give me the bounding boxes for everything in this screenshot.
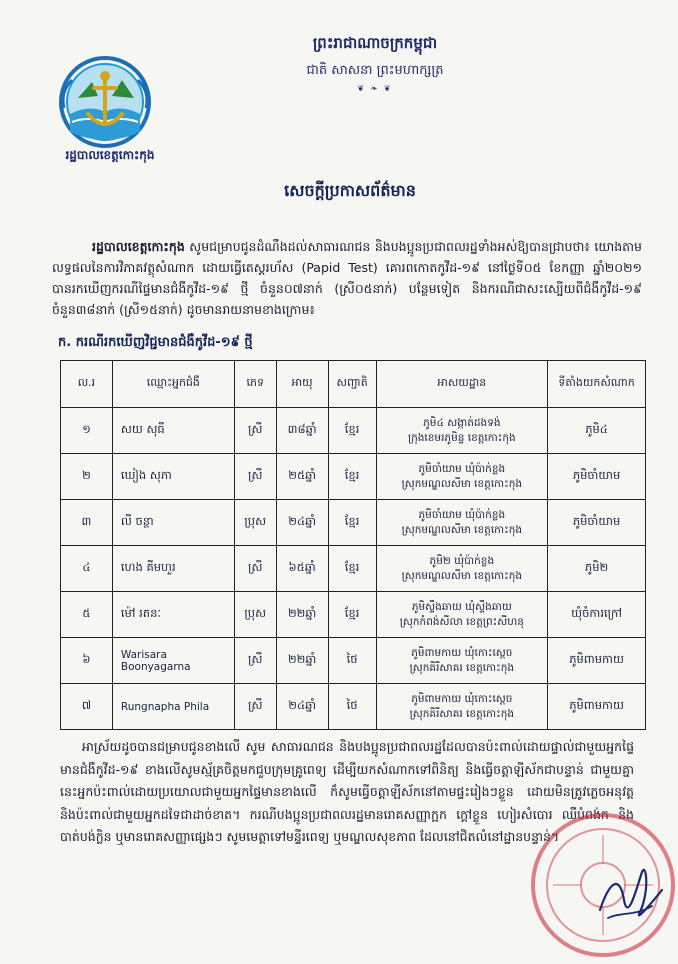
cell-name: សយ សុធី (112, 408, 234, 454)
address-line-1: ភូមិចាំយាម ឃុំប៉ាក់ខ្លង (418, 462, 506, 475)
section-heading: ក. ករណីរកឃើញវិជ្ជមានជំងឺកូវីដ-១៩ ថ្មី (58, 335, 253, 350)
address-line-1: ភូមិស្ទឹងឆាយ ឃុំស្ទឹងឆាយ (411, 600, 512, 613)
kingdom-heading: ព្រះរាជាណាចក្រកម្ពុជា (312, 34, 438, 52)
col-header-nationality: សញ្ជាតិ (328, 361, 376, 408)
cell-address (376, 454, 548, 500)
cases-table (60, 360, 646, 730)
cell-age: ៣៨ឆ្នាំ (276, 408, 328, 454)
address-line-2: ស្រុកមណ្ឌលសីមា ខេត្តកោះកុង (401, 523, 523, 536)
address-line-2: ស្រុកគិរីសាគរ ខេត្តកោះកុង (409, 707, 515, 720)
cell-name: Warisara Boonyagarna (112, 638, 234, 684)
table-row (61, 592, 646, 638)
cell-no: ១ (61, 408, 113, 454)
issuing-authority-name: រដ្ឋបាលខេត្តកោះកុង (65, 148, 155, 162)
national-motto: ជាតិ សាសនា ព្រះមហាក្សត្រ (306, 63, 444, 78)
cell-age: ៦៥ឆ្នាំ (276, 546, 328, 592)
table-row (61, 638, 646, 684)
address-line-2: ក្រុងខេមរភូមិន្ទ ខេត្តកោះកុង (407, 431, 516, 444)
intro-text: សូមជម្រាបជូនដំណឹងដល់សាធារណជន និងបងប្អូនប្រជាពលរដ្ឋទាំងអស់ឱ្យបានជ្រាបថា៖ យោងតាមលទ្ធផលនៃការវិភាគវត្ថុសំណាក ដោយធ្វើតេស្តរហ័ស (Papid Test) គោរពកោតកូវីដ-១៩ នៅថ្ងៃទី០៥ ខែកញ្ញា ឆ្នាំ២០២១ បានរកឃើញករណីផ្ទៃមានជំងឺកូវីដ-១៩ ថ្មី ចំនួន០៧នាក់ (ស្រី០៥នាក់) បន្ថែមទៀត និងករណីជាសះស្បើយពីជំងឺកូវីដ-១៩ ចំនួន៣៨នាក់ (ស្រី១៥នាក់) ដូចមានរាយនាមខាងក្រោម៖ (52, 239, 642, 317)
address-line-1: ភូមិពាមកាយ ឃុំកោះស្ដេច (411, 692, 513, 705)
intro-paragraph (52, 236, 642, 320)
cell-name: លី ចន្ថា (112, 500, 234, 546)
cell-nationality: ខ្មែរ (328, 500, 376, 546)
provincial-emblem-logo (50, 52, 160, 162)
cell-address (376, 592, 548, 638)
cell-name: Rungnapha Phila (112, 684, 234, 730)
cell-address (376, 684, 548, 730)
cell-no: ៣ (61, 500, 113, 546)
table-row (61, 500, 646, 546)
cell-nationality: ថៃ (328, 638, 376, 684)
cell-no: ៧ (61, 684, 113, 730)
handwritten-signature (590, 860, 670, 930)
col-header-no: ល.រ (61, 361, 113, 408)
cell-nationality: ខ្មែរ (328, 408, 376, 454)
address-line-1: ភូមិចាំយាម ឃុំប៉ាក់ខ្លង (418, 508, 506, 521)
cell-no: ៦ (61, 638, 113, 684)
col-header-name: ឈ្មោះអ្នកជំងឺ (112, 361, 234, 408)
address-line-2: ស្រុកកំពង់សីលា ខេត្តព្រះសីហនុ (399, 615, 524, 628)
cell-age: ២២ឆ្នាំ (276, 592, 328, 638)
cell-sex: ស្រី (234, 638, 276, 684)
cell-sex: ប្រុស (234, 592, 276, 638)
intro-lead: រដ្ឋបាលខេត្តកោះកុង (92, 239, 185, 254)
cell-address (376, 500, 548, 546)
cell-address (376, 408, 548, 454)
cell-sex: ប្រុស (234, 500, 276, 546)
cell-sex: ស្រី (234, 408, 276, 454)
table-row (61, 546, 646, 592)
cell-address (376, 638, 548, 684)
cell-age: ២៤ឆ្នាំ (276, 684, 328, 730)
address-line-2: ស្រុកមណ្ឌលសីមា ខេត្តកោះកុង (401, 477, 523, 490)
address-line-1: ភូមិ២ ឃុំប៉ាក់ខ្លង (429, 554, 495, 567)
cell-sample-site: ភូមិពាមកាយ (548, 638, 646, 684)
cell-nationality: ខ្មែរ (328, 592, 376, 638)
cell-age: ២២ឆ្នាំ (276, 638, 328, 684)
cell-nationality: ថៃ (328, 684, 376, 730)
cell-sample-site: ភូមិ២ (548, 546, 646, 592)
cell-nationality: ខ្មែរ (328, 546, 376, 592)
cell-sample-site: ភូមិចាំយាម (548, 454, 646, 500)
cell-age: ២៤ឆ្នាំ (276, 500, 328, 546)
col-header-address: អាសយដ្ឋាន (376, 361, 548, 408)
col-header-sample-site: ទីតាំងយកសំណាក (548, 361, 646, 408)
address-line-2: ស្រុកមណ្ឌលសីមា ខេត្តកោះកុង (401, 569, 523, 582)
cell-no: ២ (61, 454, 113, 500)
cell-no: ៤ (61, 546, 113, 592)
cell-nationality: ខ្មែរ (328, 454, 376, 500)
cell-sex: ស្រី (234, 684, 276, 730)
cell-sex: ស្រី (234, 546, 276, 592)
table-row (61, 408, 646, 454)
cell-address (376, 546, 548, 592)
closing-text: អាស្រ័យដូចបានជម្រាបជូនខាងលើ សូម សាធារណជន និងបងប្អូនប្រជាពលរដ្ឋដែលបានប៉ះពាល់ដោយផ្ទាល់ជាមួយអ្នកផ្ទៃមានជំងឺកូវីដ-១៩ ខាងលើសូមស្ម័គ្រចិត្តមកជួបក្រុមគ្រូពេទ្យ ដើម្បីយកសំណាកទៅពិនិត្យ និងធ្វើចត្តាឡីស័កជាបន្ទាន់ ជាមួយគ្នានេះអ្នកប៉ះពាល់ដោយប្រយោលជាមួយអ្នកផ្ទៃមានខាងលើ ក៏សូមធ្វើចត្តាឡីស័កនៅតាមផ្ទះរៀងៗខ្លួន ដោយមិនត្រូវភ្លេចអនុវត្ត និងប៉ះពាល់ជាមួយអ្នកដទៃជាដាច់ខាត។ ករណីបងប្អូនប្រជាពលរដ្ឋមានរោគសញ្ញាក្អក ក្តៅខ្លួន ហៀរសំបោរ ឈឺបំពង់ក និងបាត់បង់ក្លិន ឬមានរោគសញ្ញាផ្សេងៗ សូមមេត្តាទៅមន្ទីរពេទ្យ ឬមណ្ឌលសុខភាព ដែលនៅជិតលំនៅដ្ឋានបន្ទាន់។ (60, 739, 634, 844)
cell-sample-site: ភូមិពាមកាយ (548, 684, 646, 730)
cell-age: ២៥ឆ្នាំ (276, 454, 328, 500)
cell-sample-site: ភូមិ៤ (548, 408, 646, 454)
col-header-sex: ភេទ (234, 361, 276, 408)
table-row (61, 454, 646, 500)
cell-sex: ស្រី (234, 454, 276, 500)
table-header-row (61, 361, 646, 408)
cell-no: ៥ (61, 592, 113, 638)
address-line-1: ភូមិ៤ សង្កាត់ដងទង់ (423, 416, 501, 429)
cell-name: ហេង គីមហួរ (112, 546, 234, 592)
motto-ornament: ❦ ❧ ❦ (357, 84, 393, 93)
address-line-2: ស្រុកគិរីសាគរ ខេត្តកោះកុង (409, 661, 515, 674)
address-line-1: ភូមិពាមកាយ ឃុំកោះស្ដេច (411, 646, 513, 659)
cell-name: ឃៀង សុភា (112, 454, 234, 500)
document-title: សេចក្ដីប្រកាសព័ត៌មាន (284, 181, 416, 200)
cell-sample-site: ឃុំចំការក្រៅ (548, 592, 646, 638)
cell-sample-site: ភូមិចាំយាម (548, 500, 646, 546)
col-header-age: អាយុ (276, 361, 328, 408)
table-row (61, 684, 646, 730)
cell-name: ម៉ៅ រតនៈ (112, 592, 234, 638)
